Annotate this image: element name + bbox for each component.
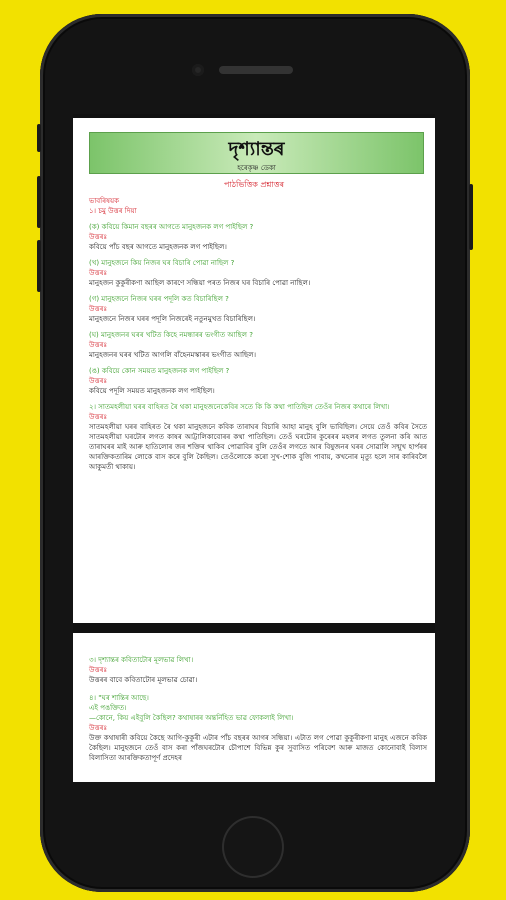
qa-content [73,196,435,472]
earpiece-speaker [219,66,293,74]
section-subtitle: পাঠভিত্তিক প্ৰশ্নাত্তৰ [224,180,284,189]
answer-label-2: উত্তৰঃ [89,269,108,277]
screen[interactable] [73,114,435,782]
page-one [73,118,435,623]
title-banner [89,132,424,174]
front-camera [192,64,204,76]
section-item: ১। চমু উত্তৰ দিয়া [89,207,137,215]
volume-down-button [37,240,41,292]
answer-6: উত্তৰৰ বাবে কবিতাটোৰ মূলভাৱ চোৱা। [89,676,198,684]
long-question: ২। সাতমহলীয়া ঘৰৰ বাহিৰত ৰৈ থকা মানুহজনেকেবিৰ সতে কি কি কথা পাতিছিল তেওঁৰ নিজৰ কথাৰে লিখা। [89,403,390,411]
question-1: (ক) কবিয়ে কিমান বছৰৰ আগতে মানুহজনক লগ পাইছিল ? [89,223,254,231]
answer-label-5: উত্তৰঃ [89,377,108,385]
answer-4: মানুহজনৰ ঘৰৰ খটিত আগলি বাঁহেনমস্কাৰৰ ভংগীত আছিল। [89,351,256,359]
question-6: ৩। দৃশ্যান্তৰ কবিতাটোৰ মূলভাৱ লিখা। [89,656,194,664]
question-3: (গ) মানুহজনে নিজৰ ঘৰৰ পদূলি কত বিচাৰিছিল ? [89,295,229,303]
answer-label-1: উত্তৰঃ [89,233,108,241]
question-7-line-3: —কোনে, কিয় এইবুলি কৈছিল? কথাষাৰৰ অন্তৰ্নিহিত ভাৱ ফোকলাই লিখা। [89,714,294,722]
long-answer-label: উত্তৰঃ [89,413,108,421]
poem-author: হৰেকৃষ্ণ ডেকা [237,164,276,172]
question-7-line-1: ৪। "ঘৰ শান্তিৰ আছে। [89,694,149,702]
volume-up-button [37,176,41,228]
question-7-line-2: এই পঙক্তিত। [89,704,127,712]
qa-content-2 [73,633,435,763]
answer-5: কবিয়ে পদূলি সময়ত মানুহজনক লগ পাইছিল। [89,387,215,395]
page-two [73,633,435,782]
answer-label-3: উত্তৰঃ [89,305,108,313]
poem-title: দৃশ্যান্তৰ [228,138,285,160]
power-button [469,184,473,250]
answer-2: মানুহজন কুকুৰীকণা আছিল কাৰণে সন্ধিয়া পৰত নিজৰ ঘৰ বিচাৰি পোৱা নাছিল। [89,279,311,287]
answer-7: উক্ত কথাষাৰী কবিয়ে কৈছে আগি-কুকুৰী এটাৰ পাঁচ বছৰৰ আগৰ সন্ধিয়া। এটাত লগ পোৱা কুকুৰীকণা মানুহ এজনে কবিক কৈছিল। মানুহজনে তেওঁ বাস কৰা পাঁজঘৰটোৰ চৌপাশে বিভিন্ন কুৰ সুবাসিত পৰিবেশ আৰু মাজত কোনোবাই বিলাস বিলাসিতা আৰক্তিকতাপূৰ্ণ প্ৰদেহৰ [89,734,427,762]
answer-label-4: উত্তৰঃ [89,341,108,349]
section-heading: ভাবৰিষয়ক [89,197,119,205]
home-button[interactable] [222,816,284,878]
question-2: (খ) মানুহজনে কিয় নিজৰ ঘৰ বিচাৰি পোৱা নাছিল ? [89,259,235,267]
answer-label-6: উত্তৰঃ [89,666,108,674]
question-5: (ঙ) কবিয়ে কোন সময়ত মানুহজনক লগ পাইছিল ? [89,367,230,375]
question-4: (ঘ) মানুহজনৰ ঘৰৰ খটিত কিহে নমন্ধাৰৰ ভংগীত আছিল ? [89,331,253,339]
answer-label-7: উত্তৰঃ [89,724,108,732]
silent-switch [37,124,41,152]
long-answer: সাতমহলীয়া ঘৰৰ বাহিৰত ৰৈ থকা মানুহজনে কবিক তাৰাঘৰ বিচাৰি আহা মানুহ বুলি ভাবিছিল। সেয়ে তেওঁ কবিৰ সৈতে সাতমহলীয়া ঘৰটোৰ লগত কাষৰ আট্টালিকাবোৰৰ কথা পাতিছিল। তেওঁ ঘৰটোৰ কুৰেৰৰ মহলৰ লগত তুলনা কৰি আত তাৰাঘৰৰ মাই আৰু হাতিলোৰ জৰ শক্তিৰ থাকিব পোৱাবিৰ বুলি তেওঁৰ লগতে আৰ বিষুজনৰ ঘৰৰ সোৱালি সন্মুখ হাৰ্পৰৰ আৰক্তিকতাৰিম লোকে বাস কৰে বুলি কৈছিল। তেওঁলোকে কৰো সুখ-শোক বুজি পাবায়, কখনোৰ মৃত্যু হলে সাৰ কাৰিবলৈ আকুমতী থাকায়। [89,423,427,471]
answer-1: কবিয়ে পাঁচ বছৰ আগতে মানুহজনক লগ পাইছিল। [89,243,227,251]
answer-3: মানুহজনে নিজৰ ঘৰৰ পদূলি নিজৰেই নতুনমুখত বিচাৰিছিল। [89,315,256,323]
